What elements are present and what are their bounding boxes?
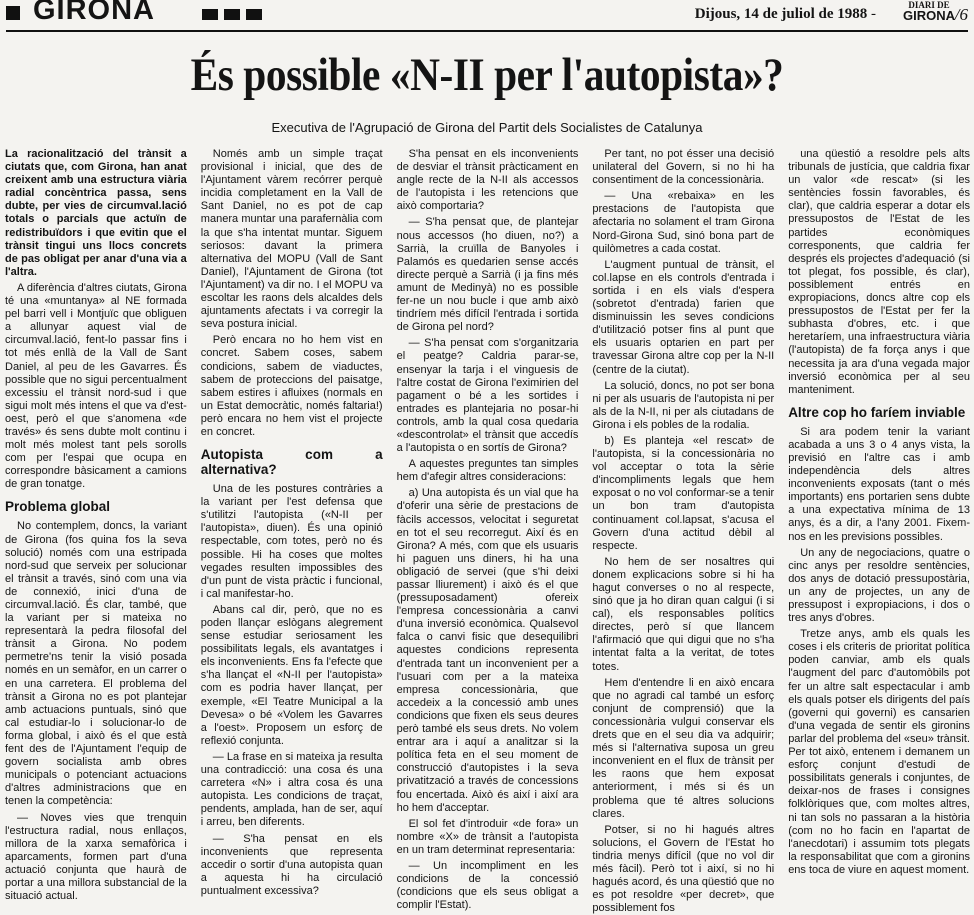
section-bar-icon xyxy=(246,9,262,20)
masthead-top: DIARI DE xyxy=(908,0,950,10)
paragraph: Per tant, no pot ésser una decisió unilateral del Govern, si no hi ha consentiment de la concessionària. xyxy=(592,148,775,187)
article-column xyxy=(5,148,187,903)
paragraph: La solució, doncs, no pot ser bona ni per als usuaris de l'autopista ni per als de la N-II, ni per als ciutadans de Girona i els pobles de la rodalia. xyxy=(592,379,775,431)
paragraph: — Una «rebaixa» en les prestacions de l'autopista que afectaria no solament el tram Girona Nord-Girona Sud, sinó bona part de quilòmetres a cada costat. xyxy=(592,190,775,255)
paragraph: El sol fet d'introduir «de fora» un nombre «X» de trànsit a l'autopista en un tram determinat representaria: xyxy=(396,817,579,856)
paragraph: Només amb un simple traçat provisional i inicial, que des de l'Ajuntament vàrem recórrer perquè incidia completament en la Vall de Sant Daniel, no es pot de cap manera muntar una parafernàlia com la que s'ha intentat muntar. Siguem seriosos: davant la primera alternativa del MOPU (Vall de Sant Daniel), l'Ajuntament de Girona (tot l'Ajuntament) va dir no. I el MOPU va escoltar les raons dels alcaldes dels ajuntaments afectats i va corregir la seva postura inicial. xyxy=(200,148,383,331)
subheading: Problema global xyxy=(5,499,111,515)
paragraph: Si ara podem tenir la variant acabada a uns 3 o 4 anys vista, la previsió en l'altre cas i amb independència dels altres inconvenients exposats (tant o més importants) ens portarien sens dubte a una expectativa mínima de 13 anys, és a dir, a l'any 2001. Fixem-nos en les previsions possibles. xyxy=(788,425,970,543)
paragraph: A aquestes preguntes tan simples hem d'afegir altres consideracions: xyxy=(396,458,579,484)
paragraph: Una de les postures contràries a la variant per l'est defensa que s'utilitzi l'autopista («N-II per l'autopista», diuen). És una opinió respectable, com totes, però no és possible. Hi ha coses que moltes vegades resulten impossibles des d'un punt de vista pràctic i funcional, i cal manifestar-ho. xyxy=(200,483,383,600)
article-column xyxy=(592,148,775,915)
paragraph: Tretze anys, amb els quals les coses i els criteris de prioritat política poden canviar, amb els quals l'augment del parc d'automòbils pot fer un altre salt espectacular i amb els quals potser els dirigents del país (governi qui governi) es cansarien d'una vegada de sentir els gironins parlar del problema del «seu» trànsit. Per tot això, entenem i demanem un esforç conjunt d'estudi de possibilitats generals i conjuntes, de deixar-nos de frases i consignes folklòriques que, com moltes altres, ni tan sols no passaran a la història (com no ho facin en l'apartat de l'anecdotari) i assumim tots plegats la responsabilitat que com a gironins ens toca de viure en aquest moment. xyxy=(788,628,970,876)
publication-date: Dijous, 14 de juliol de 1988 xyxy=(694,6,868,22)
article-column xyxy=(788,148,970,876)
paragraph: — Noves vies que trenquin l'estructura radial, nous enllaços, millora de la xarxa semafòrica i aparcaments, formen part d'una actuació conjunta que haurà de portar a una millora substancial de la situació actual. xyxy=(5,811,187,903)
section-bar-icon xyxy=(224,9,240,20)
byline: Executiva de l'Agrupació de Girona del Partit dels Socialistes de Catalunya xyxy=(271,120,703,135)
masthead xyxy=(902,1,956,22)
article-body xyxy=(5,148,970,915)
paragraph: Potser, si no hi hagués altres solucions, el Govern de l'Estat ho tindria menys difícil (que no vol dir més fàcil). Però tot i així, si no hi hagués acord, és una qüestió que no es pot resoldre «per decret», que possiblement fos xyxy=(592,823,775,915)
paragraph: — S'ha pensat que, de plantejar nous accessos (ho diuen, no?) a Sarrià, la cruïlla de Banyoles i Palamós es quedarien sense accés directe perquè a Sarrià (i ja fins més amunt de Medinyà) no es possible fer-ne un nou bucle i que amb això tindríem més difícil l'entrada i sortida de Girona pel nord? xyxy=(396,216,579,334)
page-number: /6 xyxy=(954,5,968,24)
paragraph: No hem de ser nosaltres qui donem explicacions sobre si hi ha hagut converses o no al respecte, sinó que ja ho diran quan calgui (i si cal), els responsables polítics directes, però sí que llancem l'afirmació que qui digui que no s'ha intentat falta a la veritat, de totes totes. xyxy=(592,555,775,673)
page-header xyxy=(6,0,968,30)
section-bar-icon xyxy=(202,9,218,20)
subheading: Autopista com a alternativa? xyxy=(200,447,383,478)
lead-paragraph: La racionalització del trànsit a ciutats que, com Girona, han anat creixent amb una estructura viària radial concèntrica passa, sens dubte, per vies de circumval.lació totals o parcials que actuïn de redistribuïdors i que evitin que el trànsit tingui uns llocs concrets de pas obligat per anar d'una via a l'altra. xyxy=(5,148,187,278)
article-column xyxy=(396,148,579,912)
paragraph: Abans cal dir, però, que no es poden llançar eslògans alegrement sense estudiar seriosament les possibilitats legals, els avantatges i els inconvenients. Ens fa l'efecte que s'ha llançat el «N-II per l'autopista» com es podria haver llançat, per exemple, «El Teatre Municipal a la Devesa» o bé «Volem les Gavarres a l'oest». Proposem un esforç de reflexió conjunta. xyxy=(200,603,383,747)
paragraph: b) Es planteja «el rescat» de l'autopista, si la concessionària no vol acceptar o tota la sèrie d'incompliments legals que hem exposat o no vol conformar-se a tenir un bon tram d'autopista continuament col.lapsat, s'acusa el Govern d'una actitud dèbil al respecte. xyxy=(592,434,775,552)
date-separator: - xyxy=(871,6,876,22)
section-title: GIRONA xyxy=(33,0,155,26)
paragraph: Però encara no ho hem vist en concret. Sabem coses, sabem condicions, sabem de viaductes, sabem de proteccions del paisatge, sabem estires i afluixes (normals en un Estat democràtic, només faltaria!) però encara no hem vist el projecte en concret. xyxy=(200,334,383,438)
paragraph: Hem d'entendre li en això encara que no agradi cal també un esforç conjunt de comprensió) que la concessionària vulgui conservar els drets que en el seu dia va adquirir; més si l'alternativa suposa un greu inconvenient en el flux de trànsit per les raons que hem exposat anteriorment, i més si és un problema que té altres solucions clares. xyxy=(592,676,775,820)
paragraph: No contemplem, doncs, la variant de Girona (fos quina fos la seva solució) només com una estripada nord-sud que serveix per solucionar el trànsit a través, sinó com una via de connexió, inici d'una de circumval.lació. És clar, també, que la variant per si mateixa no representarà la pedra filosofal del trànsit a Girona. No podem permetre'ns tenir la visió posada només en un semàfor, en un carrer o en una carretera. El problema del trànsit a Girona no es pot plantejar amb actuacions puntuals, sinó que cal estudiar-lo i solucionar-lo de forma global, i això és el que està fent des de l'Ajuntament l'equip de govern socialista amb obres municipals o potenciant actuacions d'altres administracions que en tenen la competència: xyxy=(5,520,187,808)
paragraph: — Un incompliment en les condicions de la concessió (condicions que els seus obligat a complir l'Estat). xyxy=(396,859,579,912)
headline: És possible «N-II per l'autopista»? xyxy=(190,49,784,101)
paragraph: Un any de negociacions, quatre o cinc anys per resoldre sentències, dos anys de dotació pressupostària, un any de projectes, un any de pressupost i expropiacions, i dos o tres anys d'obres. xyxy=(788,546,970,625)
subheading: Altre cop ho faríem inviable xyxy=(788,404,966,420)
dateline xyxy=(695,6,876,23)
paragraph: — S'ha pensat en els inconvenients que representa accedir o sortir d'una autopista quan a aquesta hi ha circulació puntualment excessiva? xyxy=(200,832,383,897)
article-column xyxy=(200,148,383,897)
paragraph: S'ha pensat en els inconvenients de desviar el trànsit pràcticament en angle recte de la N-II als accessos de l'autopista i les retencions que això comportaria? xyxy=(396,148,579,213)
section-marker-icon xyxy=(6,6,20,20)
paragraph: L'augment puntual de trànsit, el col.lapse en els controls d'entrada i sortida i en els vials d'espera (sobretot d'entrada) farien que disminuissin les seves condicions d'utilització potser fins al punt que els usuaris optarien en part per travessar Girona altre cop per la N-II (centre de la ciutat). xyxy=(592,258,775,376)
paragraph: — La frase en si mateixa ja resulta una contradicció: una cosa és una carretera «N» i altra cosa és una autopista. Les condicions de traçat, pendents, amplada, han de ser, aquí i arreu, ben diferents. xyxy=(200,750,383,829)
paragraph: A diferència d'altres ciutats, Girona té una «muntanya» al NE formada pel barri vell i Montjuïc que obliguen a allunyar aquest vial de circumval.lació, fent-lo passar fins i tot més enllà de la Vall de Sant Daniel, al peu de les Gavarres. És possible que no sigui percentualment excessiu el trànsit nord-sud i que sigui molt més intens el que va d'est-oest, però el que s'anomena «de través» és sens dubte molt continu i molt més molest tant pels sorolls com per l'espai que ocupa en correspondre bàsicament a camions de gran tonatge. xyxy=(5,281,187,491)
paragraph: a) Una autopista és un vial que ha d'oferir una sèrie de prestacions de fàcils accessos, velocitat i seguretat en tot el seu recorregut. Així és en Girona? A més, com que els usuaris hi paguen uns diners, hi ha una obligació de servei (que s'hi deixi passar lliurement) i això és el que (pressuposadament) ofereix l'empresa concessionària a canvi d'una inversió econòmica. Qualsevol falca o canvi fisic que desequilibri aquestes condicions representa d'entrada tant un inconvenient per a l'usuari com per a la mateixa empresa concessionària, que accedeix a la concessió amb unes condicions que fixen els seus deures però també els seus drets. No volem entrar ara i aquí a analitzar si la política feta en el seu moment de construcció d'autopistes i la seva privatització a través de concessions fou encertada. Això és així i així ara ho hem d'acceptar. xyxy=(396,487,579,814)
header-rule xyxy=(6,30,968,32)
paragraph: una qüestió a resoldre pels alts tribunals de justícia, que caldria fixar un valor «de rescat» (si les sentències fossin favorables, és clar), que caldria esperar a dotar els pressupostos de l'Estat de les partides econòmiques corresponents, que caldria fer després els projectes d'adequació (si tot plegat, fos possible, és clar), possiblement entrés en expropiacions, doncs altre cop els pressupostos de l'Estat per fer la subhasta d'obres, etc. i que heretaríem, una infraestructura viària (l'autopista) de fa força anys i que necessita ja ara d'una vegada major inversió econòmica per al seu manteniment. xyxy=(788,148,970,396)
masthead-bottom: GIRONA xyxy=(903,8,955,23)
paragraph: — S'ha pensat com s'organitzaria el peatge? Caldria parar-se, ensenyar la tarja i el vinguesis de l'altre costat de Girona l'eximirien del pagament o bé a les sortides i entrades es plantejaria no posar-hi controls, amb la qual cosa quedaria «descontrolat» el trànsit que accedís a l'autopista o en sortís de Girona? xyxy=(396,337,579,455)
